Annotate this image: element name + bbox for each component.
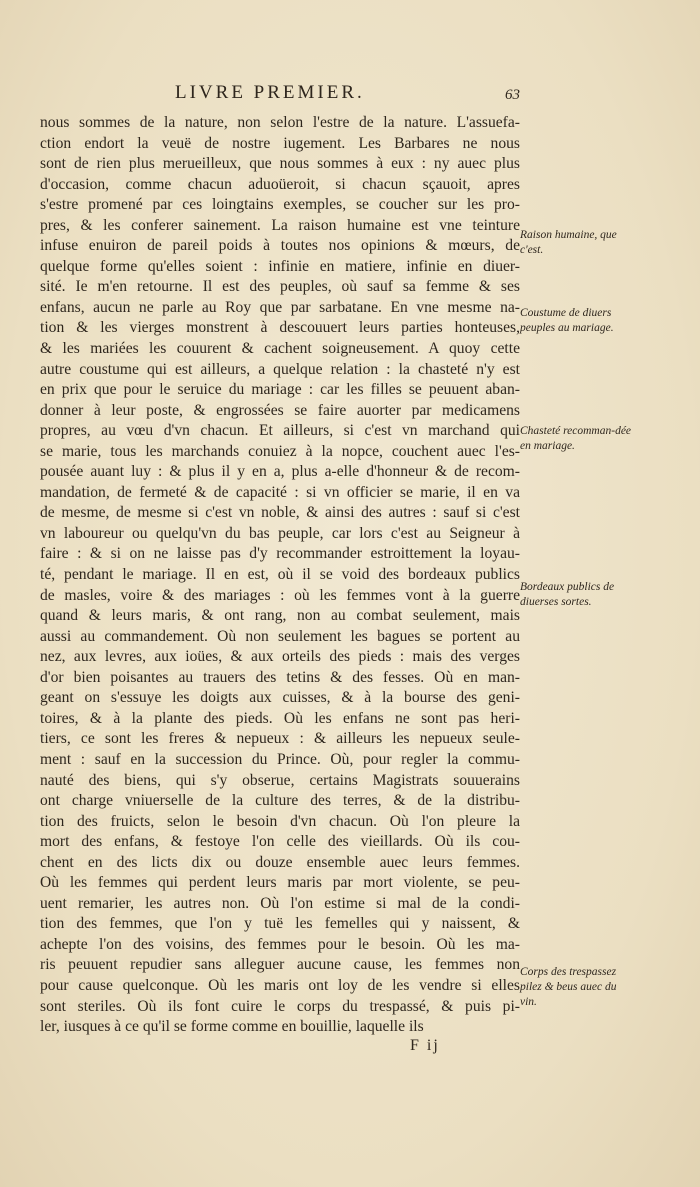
text-line: quelque forme qu'elles soient : infinie en matiere, infinie en diuer- [40, 257, 520, 275]
margin-note-coustume: Coustume de diuers peuples au mariage. [520, 307, 614, 334]
text-line: tion des femmes, que l'on y tuë les femelles qui y naissent, & [40, 915, 520, 933]
text-line: tiers, ce sont les freres & nepueux : & ailleurs les nepueux seule- [40, 730, 520, 748]
text-line: nauté des biens, qui s'y obserue, certains Magistrats souuerains [40, 771, 520, 789]
text-line: pousée auant luy : & plus il y en a, plus a-elle d'honneur & de recom- [40, 463, 520, 481]
text-line: mandation, de fermeté & de capacité : si vn officier se marie, il en va [40, 483, 520, 501]
text-line: faire : & si on ne laisse pas d'y recommander estroittement la loyau- [40, 545, 520, 563]
margin-note-raison: Raison humaine, que c'est. [520, 229, 617, 256]
text-line: ont charge vniuerselle de la culture des terres, & de la distribu- [40, 792, 520, 810]
text-line: donner à leur poste, & engrossées se faire auorter par medicamens [40, 401, 520, 419]
text-line: vn laboureur ou quelqu'vn du bas peuple, car lors c'est au Seigneur à [40, 524, 520, 542]
text-line: se marie, tous les marchands conuiez à la nopce, couchent auec l'es- [40, 442, 520, 460]
body-text [40, 113, 520, 1038]
text-line: Où les femmes qui perdent leurs maris par mort violente, se peu- [40, 874, 520, 892]
text-line: en prix que pour le seruice du mariage : car les filles se peuuent aban- [40, 381, 520, 399]
text-line: sont steriles. Où ils font cuire le corps du trespassé, & puis pi- [40, 997, 520, 1015]
text-line: mort des enfans, & festoye l'on celle des vieillards. Où ils cou- [40, 833, 520, 851]
text-line: quand & leurs maris, & ont rang, non au combat seulement, mais [40, 607, 520, 625]
text-line: uent remarier, les autres non. Où l'on estime si mal de la condi- [40, 894, 520, 912]
text-line: d'occasion, comme chacun aduoüeroit, si chacun sçauoit, apres [40, 175, 520, 193]
text-line: propres, au vœu d'vn chacun. Et ailleurs, si c'est vn marchand qui [40, 422, 520, 440]
margin-note-corps: Corps des trespassez pilez & beus auec du vin. [520, 966, 617, 1008]
text-line: de mesme, de mesme si c'est vn noble, & ainsi des autres : sauf si c'est [40, 504, 520, 522]
margin-note-chastete: Chasteté recomman-dée en mariage. [520, 425, 632, 452]
text-line: pres, & les conferer sainement. La raison humaine est vne teinture [40, 216, 520, 234]
page-number: 63 [505, 87, 520, 103]
text-line: autre coustume qui est ailleurs, a quelque relation : la chasteté n'y est [40, 360, 520, 378]
text-line: chent en des licts dix ou douze ensemble auec leurs femmes. [40, 853, 520, 871]
text-line: achepte l'on des voisins, des femmes pour le besoin. Où les ma- [40, 935, 520, 953]
text-line: ction endort la veuë de nostre iugement. Les Barbares ne nous [40, 134, 520, 152]
text-line: sont de rien plus merueilleux, que nous sommes à eux : ny auec plus [40, 155, 520, 173]
text-line: infuse enuiron de pareil poids à toutes nos opinions & mœurs, de [40, 237, 520, 255]
text-line: s'estre promené par ces loingtains exemples, se coucher sur les pro- [40, 196, 520, 214]
text-line: nez, aux levres, aux ioües, & aux orteils des pieds : mais des verges [40, 648, 520, 666]
text-line: & les mariées les couurent & cachent soigneusement. A quoy cette [40, 340, 520, 358]
text-line: d'or bien poisantes au trauers des tetins & des fesses. Où en man- [40, 668, 520, 686]
text-line: de masles, voire & des mariages : où les femmes vont à la guerre [40, 586, 520, 604]
running-title: LIVRE PREMIER. [175, 82, 365, 103]
text-line: tion des fruicts, selon le besoin d'vn chacun. Où l'on pleure la [40, 812, 520, 830]
text-line: aussi au commandement. Où non seulement les bagues se portent au [40, 627, 520, 645]
margin-note-bordeaux: Bordeaux publics de diuerses sortes. [520, 581, 615, 608]
text-line: ler, iusques à ce qu'il se forme comme en bouillie, laquelle ils [40, 1018, 424, 1036]
text-line: ment : sauf en la succession du Prince. Où, pour regler la commu- [40, 750, 520, 768]
text-line: geant on s'essuye les doigts aux cuisses, & à la bourse des geni- [40, 689, 520, 707]
text-line: tion & les vierges monstrent à descouuert leurs parties honteuses, [40, 319, 520, 337]
text-line: sité. Ie m'en retourne. Il est des peuples, où sauf sa femme & ses [40, 278, 520, 296]
signature-mark: F ij [410, 1037, 440, 1054]
text-line: nous sommes de la nature, non selon l'estre de la nature. L'assuefa- [40, 114, 520, 131]
text-line: ris peuuent repudier sans alleguer aucune cause, les femmes non [40, 956, 520, 974]
text-line: pour cause quelconque. Où les maris ont loy de les vendre si elles [40, 976, 520, 994]
text-line: té, pendant le mariage. Il en est, où il se void des bordeaux publics [40, 566, 520, 584]
text-line: enfans, aucun ne parle au Roy que par sarbatane. En vne mesme na- [40, 298, 520, 316]
text-line: toires, & à la plante des pieds. Où les enfans ne sont pas heri- [40, 709, 520, 727]
